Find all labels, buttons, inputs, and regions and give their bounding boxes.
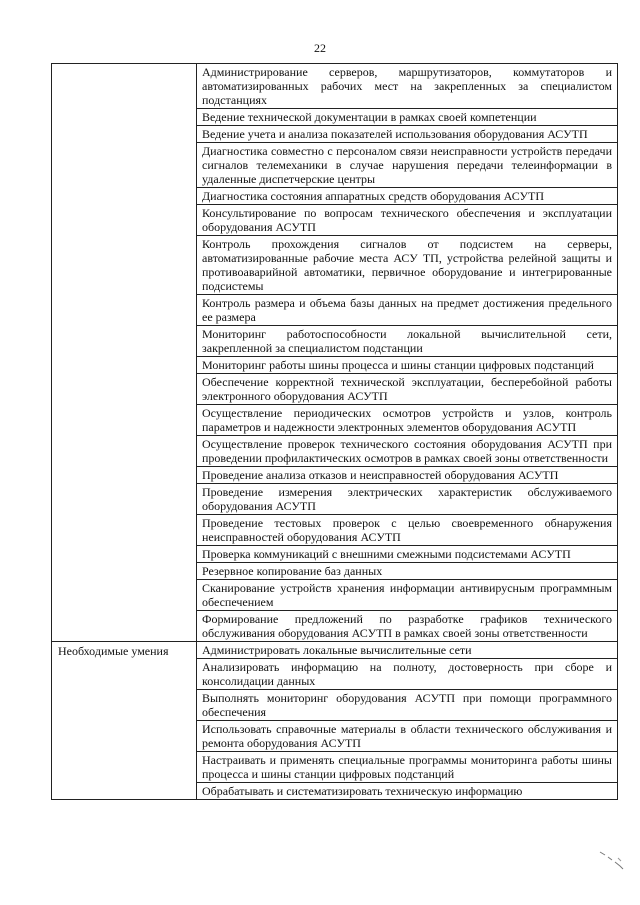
list-item: Мониторинг работоспособности локальной вычислительной сети, закрепленной за специалистом подстанции	[197, 326, 617, 357]
list-item: Осуществление периодических осмотров устройств и узлов, контроль параметров и надежности электронных элементов оборудования АСУТП	[197, 405, 617, 436]
section-row	[52, 64, 618, 642]
section-row	[52, 642, 618, 800]
list-item: Проведение анализа отказов и неисправностей оборудования АСУТП	[197, 467, 617, 484]
page-number: 22	[314, 41, 326, 55]
list-item: Консультирование по вопросам технического обеспечения и эксплуатации оборудования АСУТП	[197, 205, 617, 236]
list-item: Обрабатывать и систематизировать техническую информацию	[202, 784, 523, 798]
section-label-cell	[52, 642, 197, 800]
section-label: Необходимые умения	[58, 644, 169, 658]
scan-mark	[598, 848, 626, 870]
list-item: Формирование предложений по разработке графиков технического обслуживания оборудования АСУТП в рамках своей зоны ответственности	[202, 612, 612, 640]
table-body	[52, 64, 618, 800]
list-item: Проверка коммуникаций с внешними смежными подсистемами АСУТП	[197, 546, 617, 563]
list-item: Диагностика совместно с персоналом связи неисправности устройств передачи сигналов телемеханики в случае нарушения передачи телеинформации в удаленные диспетчерские центры	[197, 143, 617, 188]
list-item: Администрирование серверов, маршрутизаторов, коммутаторов и автоматизированных рабочих мест на закрепленных за специалистом подстанциях	[197, 64, 617, 109]
list-item: Обеспечение корректной технической эксплуатации, бесперебойной работы электронного оборудования АСУТП	[197, 374, 617, 405]
list-item: Проведение измерения электрических характеристик обслуживаемого оборудования АСУТП	[197, 484, 617, 515]
list-item: Ведение учета и анализа показателей использования оборудования АСУТП	[197, 126, 617, 143]
list-item: Анализировать информацию на полноту, достоверность при сборе и консолидации данных	[197, 659, 617, 690]
section-label-cell	[52, 64, 197, 642]
list-item: Контроль размера и объема базы данных на предмет достижения предельного ее размера	[197, 295, 617, 326]
list-item: Осуществление проверок технического состояния оборудования АСУТП при проведении профилактических осмотров в рамках своей зоны ответственности	[197, 436, 617, 467]
list-item: Администрировать локальные вычислительные сети	[197, 642, 617, 659]
list-item: Выполнять мониторинг оборудования АСУТП при помощи программного обеспечения	[197, 690, 617, 721]
list-item: Сканирование устройств хранения информации антивирусным программным обеспечением	[197, 580, 617, 611]
list-item: Резервное копирование баз данных	[197, 563, 617, 580]
list-item: Использовать справочные материалы в области технического обслуживания и ремонта оборудования АСУТП	[197, 721, 617, 752]
section-items-cell	[197, 64, 618, 642]
list-item: Проведение тестовых проверок с целью своевременного обнаружения неисправностей оборудования АСУТП	[197, 515, 617, 546]
list-item: Диагностика состояния аппаратных средств оборудования АСУТП	[197, 188, 617, 205]
section-label	[52, 64, 196, 66]
list-item: Контроль прохождения сигналов от подсистем на серверы, автоматизированные рабочие места АСУ ТП, устройства релейной защиты и противоаварийной автоматики, первичное оборудование и интегрированные подсистемы	[197, 236, 617, 295]
list-item: Настраивать и применять специальные программы мониторинга работы шины процесса и шины станции цифровых подстанций	[197, 752, 617, 783]
section-items-cell	[197, 642, 618, 800]
competency-table	[51, 63, 618, 800]
list-item: Мониторинг работы шины процесса и шины станции цифровых подстанций	[197, 357, 617, 374]
list-item: Ведение технической документации в рамках своей компетенции	[197, 109, 617, 126]
